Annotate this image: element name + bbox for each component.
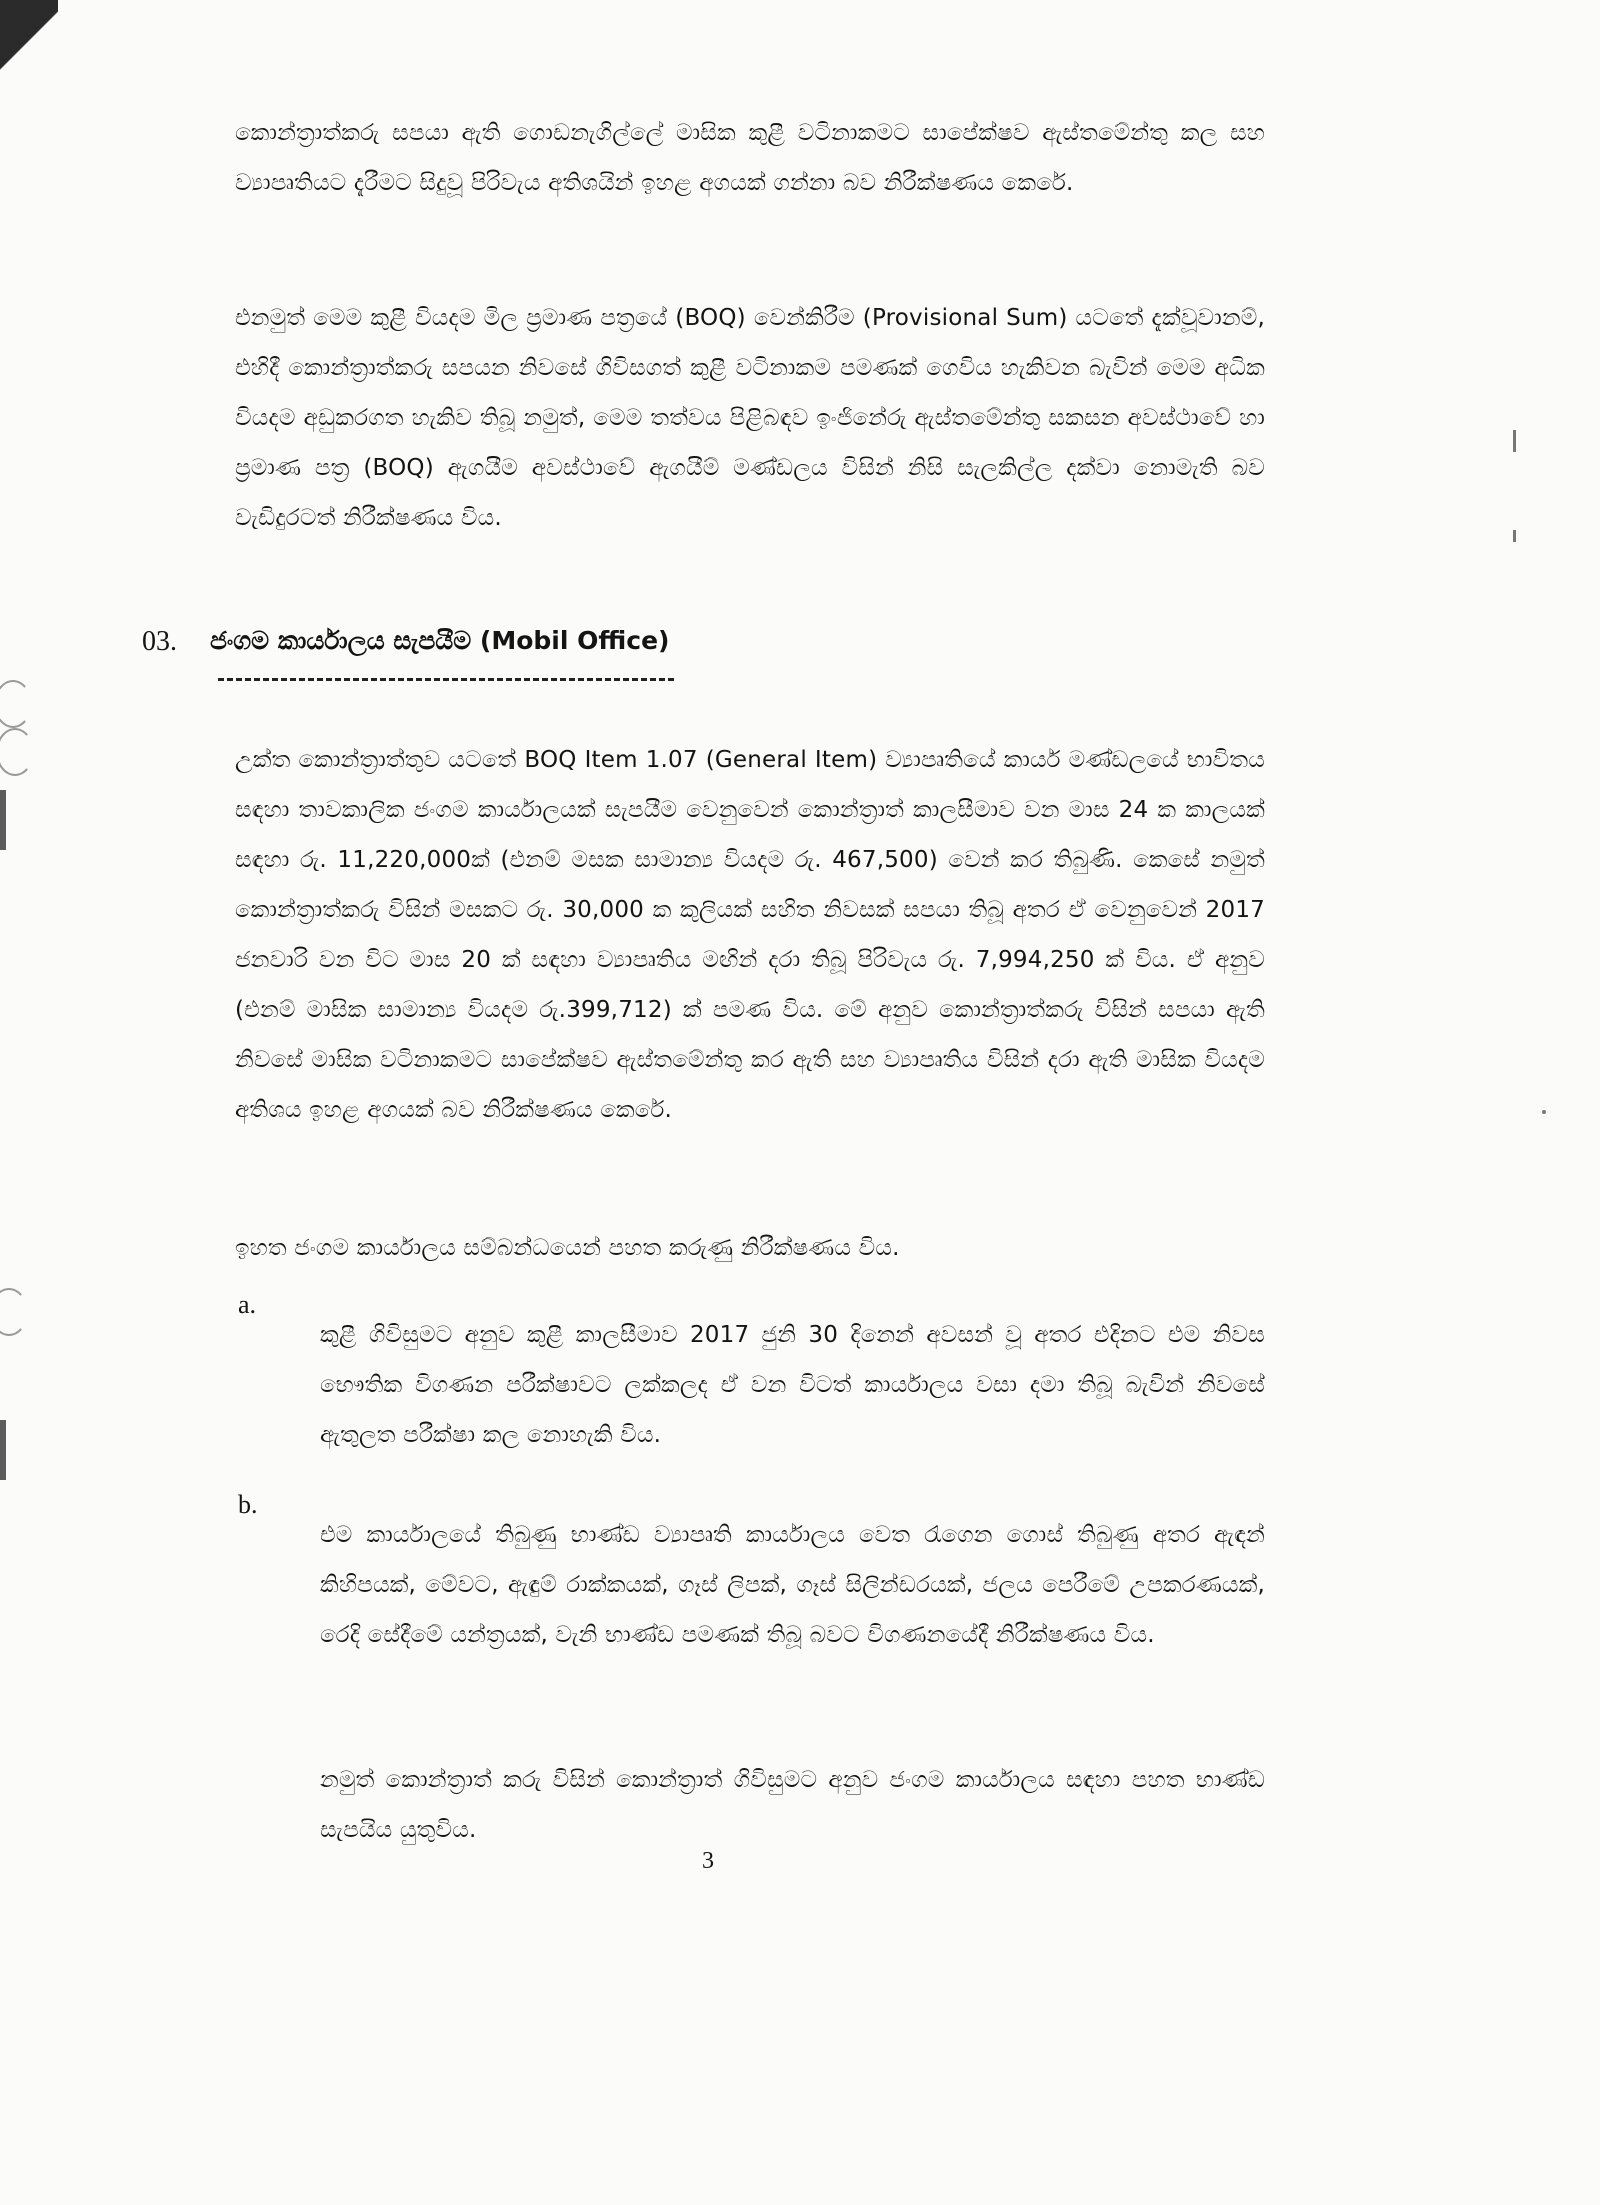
scan-page-edge [0,0,58,95]
list-item-text: කුළී ගිවිසුමට අනුව කුළී කාලසීමාව 2017 ජුනි 30 දිනෙන් අවසන් වූ අතර එදිනට එම නිවස භෞතික විගණන පරීක්ෂාවට ලක්කලද ඒ වන විටත් කාර්යාලය වසා දමා තිබූ බැවින් නිවසේ ඇතුලත පරීක්ෂා කල නොහැකි විය. [320,1322,1265,1448]
section-number: 03. [142,626,177,657]
section-title: ජංගම කාර්යාලය සැපයීම (Mobil Office) [210,626,670,655]
list-item-label: b. [238,1490,258,1519]
paragraph-boq-observation: එනමුත් මෙම කුළී වියදම මිල ප්‍රමාණ පත්‍රයේ (BOQ) වෙන්කිරීම (Provisional Sum) යටතේ දැක්වූවානම්, එහිදී කොන්ත්‍රාත්කරු සපයන නිවසේ ගිවිසගත් කුළී වටිනාකම පමණක් ගෙවිය හැකිවන බැවින් මෙම අධික වියදම අඩුකරගත හැකිව තිබූ නමුත්, මෙම තත්වය පිළිබඳව ඉංජිනේරු ඇස්තමේන්තු සකසන අවස්ථාවේ හා ප්‍රමාණ පත්‍ර (BOQ) ඇගයීම අවස්ථාවේ ඇගයීම් මණ්ඩලය විසින් නිසි සැලකිල්ල දක්වා නොමැති බව වැඩිදුරටත් නිරීක්ෂණය විය. [235,305,1265,531]
page-number: 3 [702,1848,714,1874]
scan-margin-mark [0,790,6,850]
scan-speck [1513,530,1516,542]
paragraph-required-items: නමුත් කොන්ත්‍රාත් කරු විසින් කොන්ත්‍රාත් ගිවිසුමට අනුව ජංගම කාර්යාලය සඳහා පහත භාණ්ඩ සැපයිය යුතුවිය. [320,1767,1265,1843]
punch-hole-mark [0,1288,28,1336]
scan-speck [1542,1110,1546,1114]
scan-margin-mark [0,1420,6,1480]
paragraph-observations-intro: ඉහත ජංගම කාර්යාලය සම්බන්ධයෙන් පහත කරුණු නිරීක්ෂණය විය. [235,1235,900,1261]
punch-hole-mark [0,728,34,776]
scan-speck [1513,430,1516,452]
section-title-underline [218,678,674,681]
paragraph-intro: කොන්ත්‍රාත්කරු සපයා ඇති ගොඩනැගිල්ලේ මාසික කුළී වටිනාකමට සාපේක්ෂව ඇස්තමේන්තු කල සහ ව්‍යාපෘතියට දැරීමට සිදුවූ පිරිවැය අතිශයින් ඉහළ අගයක් ගන්නා බව නිරීක්ෂණය කෙරේ. [235,120,1265,196]
paragraph-mobile-office-cost: උක්ත කොන්ත්‍රාත්තුව යටතේ BOQ Item 1.07 (General Item) ව්‍යාපෘතියේ කාර්ය මණ්ඩලයේ භාවිතය සඳහා තාවකාලික ජංගම කාර්යාලයක් සැපයීම වෙනුවෙන් කොන්ත්‍රාත් කාලසීමාව වන මාස 24 ක කාලයක් සඳහා රු. 11,220,000ක් (එනම් මසක සාමාන්‍ය වියදම රු. 467,500) වෙන් කර තිබුණි. කෙසේ නමුත් කොන්ත්‍රාත්කරු විසින් මසකට රු. 30,000 ක කුලියක් සහිත නිවසක් සපයා තිබූ අතර ඒ වෙනුවෙන් 2017 ජනවාරි වන විට මාස 20 ක් සඳහා ව්‍යාපෘතිය මඟින් දරා තිබූ පිරිවැය රු. 7,994,250 ක් විය. ඒ අනුව (එනම් මාසික සාමාන්‍ය වියදම රු.399,712) ක් පමණ විය. මේ අනුව කොන්ත්‍රාත්කරු විසින් සපයා ඇති නිවසේ මාසික වටිනාකමට සාපේක්ෂව ඇස්තමේන්තු කර ඇති සහ ව්‍යාපෘතිය විසින් දරා ඇති මාසික වියදම අතිශය ඉහළ අගයක් බව නිරීක්ෂණය කෙරේ. [235,747,1265,1123]
punch-hole-mark [0,680,32,728]
list-item-label: a. [238,1290,257,1319]
list-item-text: එම කාර්යාලයේ තිබුණු භාණ්ඩ ව්‍යාපෘති කාර්යාලය වෙත රැගෙන ගොස් තිබුණු අතර ඇඳන් කිහිපයක්, මේවට, ඇඳුම් රාක්කයක්, ගෑස් ලිපක්, ගෑස් සිලින්ඩරයක්, ජලය පෙරීමේ උපකරණයක්, රෙදි සේදීමේ යන්ත්‍රයක්, වැනි භාණ්ඩ පමණක් තිබූ බවට විගණනයේදී නිරීක්ෂණය විය. [320,1522,1265,1648]
